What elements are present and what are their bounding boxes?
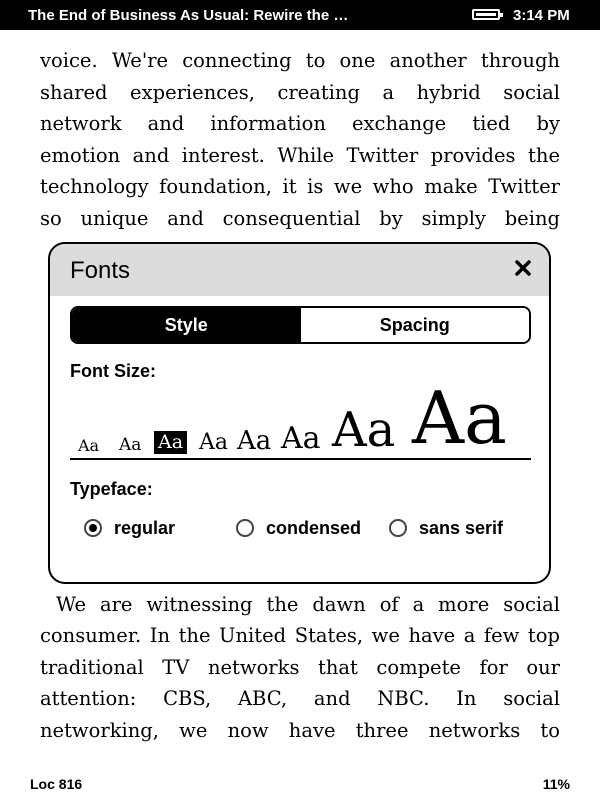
text-line: We are witnessing the dawn of a more social: [56, 593, 560, 616]
radio-unselected-icon: [236, 519, 254, 537]
close-icon[interactable]: [513, 258, 533, 278]
dialog-title: Fonts: [70, 257, 131, 284]
fonts-dialog: [48, 242, 551, 584]
text-line: shared experiences, creating a hybrid social: [40, 81, 560, 104]
battery-icon: [472, 9, 500, 20]
font-size-option[interactable]: Aa: [78, 436, 100, 455]
font-size-option-selected[interactable]: Aa: [154, 431, 187, 454]
font-size-option[interactable]: Aa: [332, 402, 396, 458]
font-size-option[interactable]: Aa: [412, 376, 507, 460]
text-line: traditional TV networks that compete for our: [40, 656, 560, 679]
dialog-header: [50, 244, 549, 296]
font-size-picker: [70, 376, 531, 460]
typeface-option-label: regular: [114, 518, 176, 538]
font-size-option[interactable]: Aa: [237, 426, 272, 456]
tab-style[interactable]: Style: [72, 308, 301, 342]
status-bar: [0, 0, 600, 30]
text-line: voice. We're connecting to one another through: [40, 49, 560, 72]
font-tabs: [70, 306, 531, 344]
radio-unselected-icon: [389, 519, 407, 537]
radio-selected-icon: [84, 519, 102, 537]
typeface-option-label: sans serif: [419, 518, 504, 538]
font-size-option[interactable]: Aa: [199, 430, 229, 455]
text-line: emotion and interest. While Twitter provides the: [40, 144, 560, 167]
location-indicator: Loc 816: [30, 776, 83, 792]
text-line: network and information exchange tied by: [40, 112, 560, 135]
text-line: attention: CBS, ABC, and NBC. In social: [40, 687, 560, 710]
typeface-label: Typeface:: [70, 479, 153, 499]
tab-spacing[interactable]: Spacing: [301, 308, 530, 342]
progress-percent: 11%: [542, 776, 570, 792]
font-size-option[interactable]: Aa: [119, 435, 142, 455]
font-size-option[interactable]: Aa: [281, 421, 321, 456]
text-line: networking, we now have three networks to: [40, 719, 560, 742]
clock: 3:14 PM: [513, 7, 570, 24]
font-size-label: Font Size:: [70, 361, 156, 381]
text-line: consumer. In the United States, we have a few top: [40, 624, 560, 647]
book-title: The End of Business As Usual: Rewire the …: [28, 7, 349, 24]
typeface-option-label: condensed: [266, 518, 362, 538]
text-line: so unique and consequential by simply being: [40, 207, 560, 230]
text-line: technology foundation, it is we who make Twitter: [40, 175, 560, 198]
